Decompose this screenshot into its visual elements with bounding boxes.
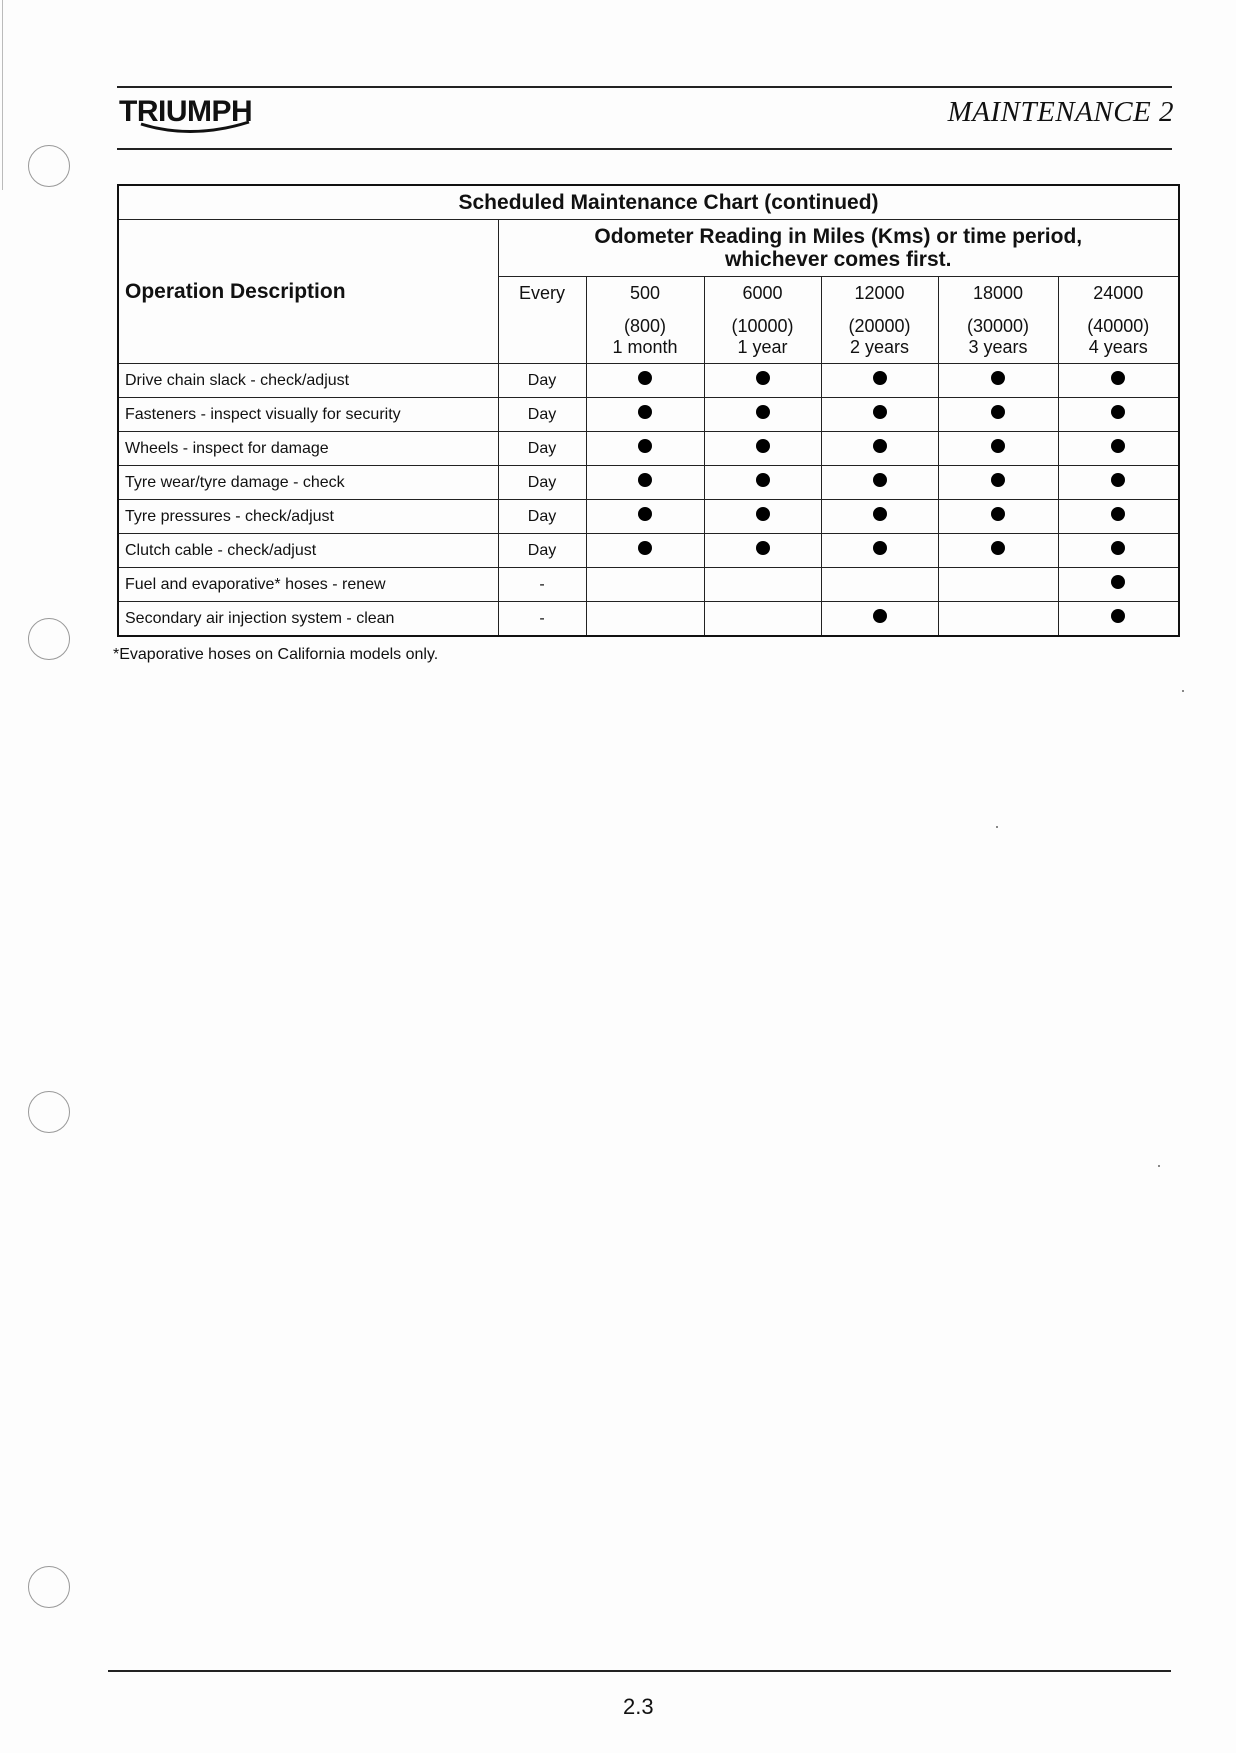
interval-kms: (800): [623, 316, 667, 336]
table-row: [118, 466, 1179, 500]
interval-mark-cell: [938, 432, 1058, 466]
chart-title: Scheduled Maintenance Chart (continued): [118, 185, 1179, 220]
interval-mark-cell: [938, 602, 1058, 637]
interval-kms: (20000): [848, 316, 911, 336]
odometer-header-line2: whichever comes first.: [725, 248, 952, 271]
table-row: [118, 364, 1179, 398]
table-row: [118, 534, 1179, 568]
interval-mark-cell: [1058, 364, 1179, 398]
interval-period: 3 years: [968, 337, 1028, 357]
interval-mark-cell: [821, 500, 938, 534]
interval-mark-cell: [938, 534, 1058, 568]
table-row: [118, 602, 1179, 637]
bullet-dot-icon: [756, 405, 770, 419]
scan-speck: [996, 826, 998, 828]
bullet-dot-icon: [756, 507, 770, 521]
operation-cell: Secondary air injection system - clean: [118, 602, 498, 637]
frequency-cell: -: [498, 602, 586, 637]
bullet-dot-icon: [638, 371, 652, 385]
bullet-dot-icon: [638, 541, 652, 555]
interval-mark-cell: [704, 398, 821, 432]
interval-period: 1 month: [612, 337, 678, 357]
bullet-dot-icon: [991, 439, 1005, 453]
left-margin-line: [2, 0, 3, 190]
interval-mark-cell: [586, 432, 704, 466]
interval-mark-cell: [704, 500, 821, 534]
bullet-dot-icon: [991, 507, 1005, 521]
interval-mark-cell: [586, 500, 704, 534]
header-rule-bottom: [117, 148, 1172, 150]
frequency-cell: Day: [498, 398, 586, 432]
bullet-dot-icon: [638, 439, 652, 453]
table-row: [118, 500, 1179, 534]
interval-mark-cell: [1058, 500, 1179, 534]
interval-column-header: [938, 277, 1058, 364]
interval-mark-cell: [938, 398, 1058, 432]
frequency-cell: Day: [498, 466, 586, 500]
odometer-header-line1: Odometer Reading in Miles (Kms) or time period,: [594, 225, 1083, 248]
interval-mark-cell: [821, 398, 938, 432]
bullet-dot-icon: [1111, 405, 1125, 419]
interval-mark-cell: [586, 398, 704, 432]
bullet-dot-icon: [873, 405, 887, 419]
bullet-dot-icon: [638, 507, 652, 521]
bullet-dot-icon: [756, 371, 770, 385]
interval-mark-cell: [821, 534, 938, 568]
punch-hole: [28, 1566, 70, 1608]
interval-mark-cell: [1058, 534, 1179, 568]
interval-kms: (40000): [1087, 316, 1150, 336]
interval-kms: (30000): [966, 316, 1030, 336]
interval-miles: 6000: [742, 283, 783, 303]
table-row: [118, 398, 1179, 432]
operation-cell: Tyre wear/tyre damage - check: [118, 466, 498, 500]
interval-mark-cell: [1058, 602, 1179, 637]
bullet-dot-icon: [756, 473, 770, 487]
interval-mark-cell: [821, 364, 938, 398]
interval-miles: 500: [629, 283, 661, 303]
page-number: 2.3: [623, 1694, 654, 1719]
interval-miles: 18000: [972, 283, 1024, 303]
interval-mark-cell: [704, 432, 821, 466]
bullet-dot-icon: [991, 473, 1005, 487]
operation-cell: Fasteners - inspect visually for security: [118, 398, 498, 432]
bullet-dot-icon: [1111, 439, 1125, 453]
interval-column-header: [821, 277, 938, 364]
triumph-logo: [119, 92, 252, 148]
interval-mark-cell: [938, 364, 1058, 398]
scan-speck: [1182, 690, 1184, 692]
frequency-cell: Day: [498, 500, 586, 534]
footer-rule: [108, 1670, 1171, 1672]
section-title: MAINTENANCE 2: [947, 96, 1174, 128]
interval-mark-cell: [938, 500, 1058, 534]
interval-mark-cell: [586, 534, 704, 568]
interval-miles: 12000: [854, 283, 905, 303]
every-header-label: Every: [518, 283, 565, 303]
interval-mark-cell: [704, 466, 821, 500]
table-row: [118, 432, 1179, 466]
interval-mark-cell: [821, 432, 938, 466]
interval-column-header: [704, 277, 821, 364]
bullet-dot-icon: [873, 371, 887, 385]
operation-cell: Drive chain slack - check/adjust: [118, 364, 498, 398]
frequency-cell: Day: [498, 432, 586, 466]
bullet-dot-icon: [1111, 371, 1125, 385]
interval-mark-cell: [586, 466, 704, 500]
interval-period: 4 years: [1088, 337, 1148, 357]
punch-hole: [28, 1091, 70, 1133]
interval-mark-cell: [821, 568, 938, 602]
chart-body: [118, 364, 1179, 637]
bullet-dot-icon: [873, 507, 887, 521]
frequency-cell: Day: [498, 534, 586, 568]
bullet-dot-icon: [873, 609, 887, 623]
interval-mark-cell: [938, 568, 1058, 602]
interval-mark-cell: [704, 534, 821, 568]
interval-miles: 24000: [1093, 283, 1144, 303]
odometer-header: [498, 220, 1179, 277]
punch-hole: [28, 618, 70, 660]
frequency-cell: -: [498, 568, 586, 602]
bullet-dot-icon: [873, 541, 887, 555]
interval-mark-cell: [704, 568, 821, 602]
interval-mark-cell: [1058, 466, 1179, 500]
bullet-dot-icon: [1111, 507, 1125, 521]
footnote: *Evaporative hoses on California models only.: [113, 646, 439, 663]
interval-mark-cell: [1058, 398, 1179, 432]
interval-mark-cell: [821, 466, 938, 500]
bullet-dot-icon: [638, 473, 652, 487]
interval-period: 2 years: [849, 337, 910, 357]
interval-mark-cell: [586, 364, 704, 398]
operation-cell: Wheels - inspect for damage: [118, 432, 498, 466]
interval-kms: (10000): [731, 316, 794, 336]
interval-mark-cell: [704, 602, 821, 637]
interval-mark-cell: [1058, 568, 1179, 602]
bullet-dot-icon: [991, 405, 1005, 419]
logo-swoosh-icon: [137, 120, 257, 136]
interval-mark-cell: [704, 364, 821, 398]
every-header: [498, 277, 586, 364]
interval-period: 1 year: [737, 337, 788, 357]
bullet-dot-icon: [991, 371, 1005, 385]
interval-column-header: [1058, 277, 1179, 364]
table-row: [118, 568, 1179, 602]
bullet-dot-icon: [1111, 609, 1125, 623]
bullet-dot-icon: [1111, 473, 1125, 487]
punch-hole: [28, 145, 70, 187]
header-rule-top: [117, 86, 1172, 88]
interval-mark-cell: [586, 568, 704, 602]
logo-text: TRIUMPH: [119, 95, 253, 128]
scan-speck: [1158, 1165, 1160, 1167]
bullet-dot-icon: [1111, 541, 1125, 555]
bullet-dot-icon: [873, 473, 887, 487]
operation-cell: Clutch cable - check/adjust: [118, 534, 498, 568]
frequency-cell: Day: [498, 364, 586, 398]
bullet-dot-icon: [638, 405, 652, 419]
interval-mark-cell: [938, 466, 1058, 500]
operation-description-header: Operation Description: [118, 220, 498, 364]
interval-mark-cell: [1058, 432, 1179, 466]
bullet-dot-icon: [873, 439, 887, 453]
maintenance-chart: [117, 184, 1180, 637]
interval-mark-cell: [821, 602, 938, 637]
bullet-dot-icon: [756, 541, 770, 555]
operation-cell: Tyre pressures - check/adjust: [118, 500, 498, 534]
bullet-dot-icon: [1111, 575, 1125, 589]
interval-column-header: [586, 277, 704, 364]
interval-mark-cell: [586, 602, 704, 637]
bullet-dot-icon: [756, 439, 770, 453]
operation-cell: Fuel and evaporative* hoses - renew: [118, 568, 498, 602]
bullet-dot-icon: [991, 541, 1005, 555]
